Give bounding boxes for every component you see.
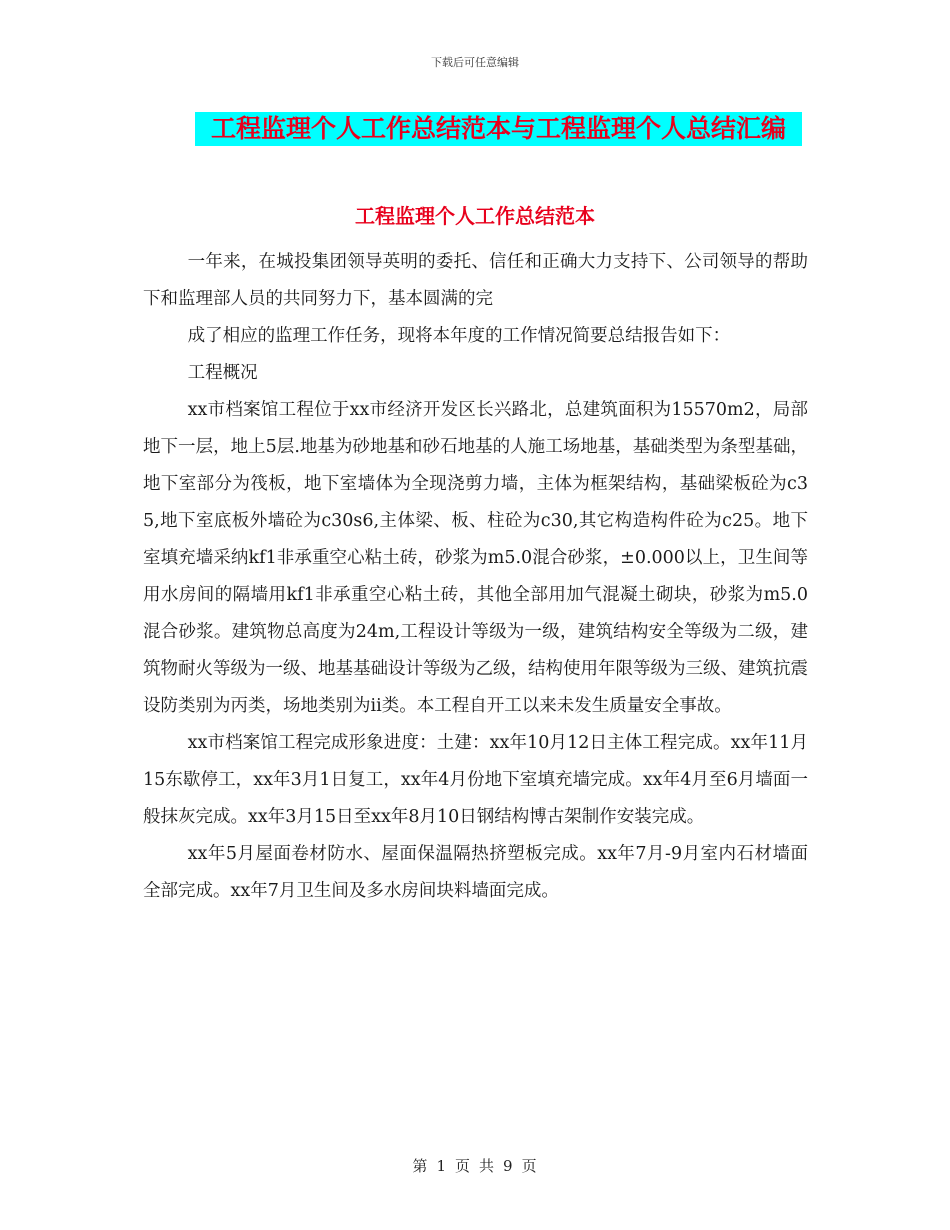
footer-total-unit: 页 xyxy=(521,1157,538,1175)
paragraph-heading-overview: 工程概况 xyxy=(187,363,258,383)
footer-total-pages: 9 xyxy=(503,1157,514,1175)
paragraph-project-overview: xx市档案馆工程位于xx市经济开发区长兴路北，总建筑面积为15570m2，局部地下一层，地上5层.地基为砂地基和砂石地基的人施工场地基，基础类型为条型基础，地下室部分为筏板，地下室墙体为全现浇剪力墙，主体为框架结构，基础梁板砼为c35,地下室底板外墙砼为c30s6,主体梁、板、柱砼为c30,其它构造构件砼为c25。地下室填充墙采纳kf1非承重空心粘土砖，砂浆为m5.0混合砂浆，±0.000以上，卫生间等用水房间的隔墙用kf1非承重空心粘土砖，其他全部用加气混凝土砌块，砂浆为m5.0混合砂浆。建筑物总高度为24m,工程设计等级为一级，建筑结构安全等级为二级，建筑物耐火等级为一级、地基基础设计等级为乙级，结构使用年限等级为三级、建筑抗震设防类别为丙类，场地类别为ii类。本工程自开工以来未发生质量安全事故。 xyxy=(143,400,808,716)
paragraph-intro: 一年来，在城投集团领导英明的委托、信任和正确大力支持下、公司领导的帮助下和监理部人员的共同努力下，基本圆满的完 xyxy=(143,252,808,309)
page-footer xyxy=(0,1155,950,1176)
paragraph-intro-continued: 成了相应的监理工作任务，现将本年度的工作情况简要总结报告如下： xyxy=(187,326,731,346)
paragraph-progress: xx市档案馆工程完成形象进度：土建：xx年10月12日主体工程完成。xx年11月15东歇停工，xx年3月1日复工，xx年4月份地下室填充墙完成。xx年4月至6月墙面一般抹灰完成。xx年3月15日至xx年8月10日钢结构博古架制作安装完成。 xyxy=(143,733,808,827)
page-header-note: 下载后可任意编辑 xyxy=(431,56,519,69)
footer-total-prefix: 共 xyxy=(479,1157,496,1175)
footer-page-number: 1 xyxy=(436,1157,447,1175)
document-body xyxy=(143,244,808,910)
footer-prefix: 第 xyxy=(412,1157,429,1175)
document-title-highlight xyxy=(195,112,802,146)
section-title: 工程监理个人工作总结范本 xyxy=(355,204,595,228)
document-title: 工程监理个人工作总结范本与工程监理个人总结汇编 xyxy=(210,114,786,143)
footer-page-unit: 页 xyxy=(454,1157,471,1175)
paragraph-progress-continued: xx年5月屋面卷材防水、屋面保温隔热挤塑板完成。xx年7月-9月室内石材墙面全部完成。xx年7月卫生间及多水房间块料墙面完成。 xyxy=(143,844,808,901)
